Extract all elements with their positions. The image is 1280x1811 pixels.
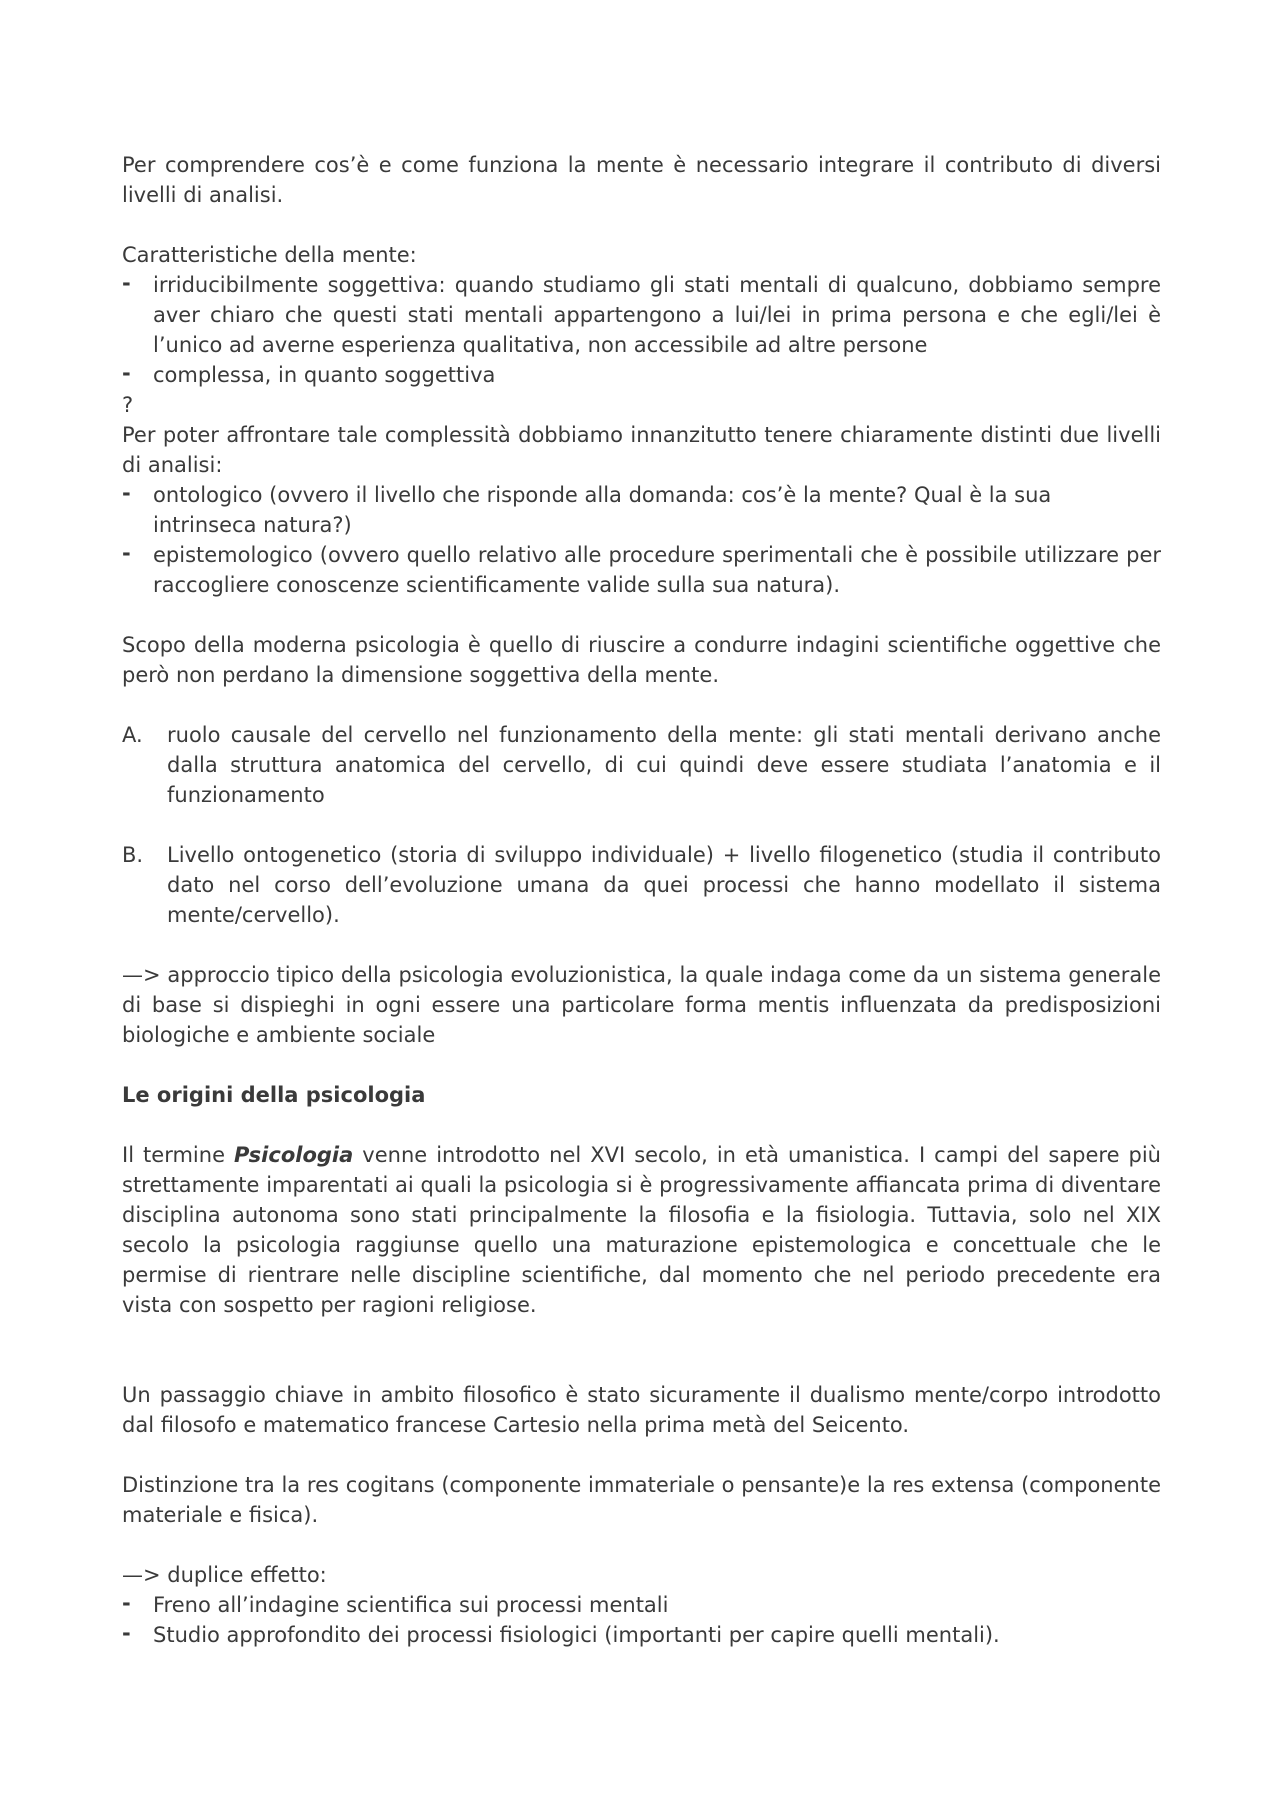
point-b [122,840,1161,930]
caratteristiche-list [122,270,1161,390]
list-item: - Freno all’indagine scientifica sui processi mentali [122,1590,1161,1620]
list-item: - Studio approfondito dei processi fisiologici (importanti per capire quelli mentali). [122,1620,1161,1650]
point-a-text: ruolo causale del cervello nel funzionamento della mente: gli stati mentali derivano anche dalla struttura anatomica del cervello, di cui quindi deve essere studiata l’anatomia e il funzionamento [167,723,1161,807]
point-b-marker: B. [122,843,144,867]
origini-paragraph [122,1140,1161,1320]
list-item: - ontologico (ovvero il livello che risponde alla domanda: cos’è la mente? Qual è la sua intrinseca natura?) [122,480,1161,540]
list-item: - complessa, in quanto soggettiva [122,360,1161,390]
livelli-intro: Per poter affrontare tale complessità dobbiamo innanzitutto tenere chiaramente distinti due livelli di analisi: [122,423,1161,477]
section-heading: Le origini della psicologia [122,1083,426,1107]
origini-text-after: venne introdotto nel XVI secolo, in età umanistica. I campi del sapere più strettamente imparentati ai quali la psicologia si è progressivamente affiancata prima di diventare disciplina autonoma sono stati principalmente la filosofia e la fisiologia. Tuttavia, solo nel XIX secolo la psicologia raggiunse quello una maturazione epistemologica e concettuale che le permise di rientrare nelle discipline scientifiche, dal momento che nel periodo precedente era vista con sospetto per ragioni religiose. [122,1143,1161,1317]
list-item: - irriducibilmente soggettiva: quando studiamo gli stati mentali di qualcuno, dobbiamo sempre aver chiaro che questi stati mentali appartengono a lui/lei in prima persona e che egli/lei è l’unico ad averne esperienza qualitativa, non accessibile ad altre persone [122,270,1161,360]
scopo-paragraph: Scopo della moderna psicologia è quello di riuscire a condurre indagini scientifiche oggettive che però non perdano la dimensione soggettiva della mente. [122,633,1161,687]
list-item: - epistemologico (ovvero quello relativo alle procedure sperimentali che è possibile utilizzare per raccogliere conoscenze scientificamente valide sulla sua natura). [122,540,1161,600]
cartesio-paragraph: Un passaggio chiave in ambito filosofico è stato sicuramente il dualismo mente/corpo introdotto dal filosofo e matematico francese Cartesio nella prima metà del Seicento. [122,1383,1161,1437]
effetto-title: —> duplice effetto: [122,1563,327,1587]
term-psicologia: Psicologia [234,1143,354,1167]
approccio-paragraph: —> approccio tipico della psicologia evoluzionistica, la quale indaga come da un sistema generale di base si dispieghi in ogni essere una particolare forma mentis influenzata da predisposizioni biologiche e ambiente sociale [122,963,1161,1047]
intro-paragraph: Per comprendere cos’è e come funziona la mente è necessario integrare il contributo di diversi livelli di analisi. [122,153,1161,207]
point-b-text: Livello ontogenetico (storia di sviluppo individuale) + livello filogenetico (studia il contributo dato nel corso dell’evoluzione umana da quei processi che hanno modellato il sistema mente/cervello). [167,843,1161,927]
point-a-marker: A. [122,723,143,747]
effetto-list [122,1590,1161,1650]
origini-text-before: Il termine [122,1143,235,1167]
distinzione-paragraph: Distinzione tra la res cogitans (componente immateriale o pensante)e la res extensa (componente materiale e fisica). [122,1473,1161,1527]
point-a [122,720,1161,810]
document-page [122,150,1161,1650]
livelli-list [122,480,1161,600]
question-mark: ? [122,393,134,417]
caratteristiche-title: Caratteristiche della mente: [122,243,417,267]
